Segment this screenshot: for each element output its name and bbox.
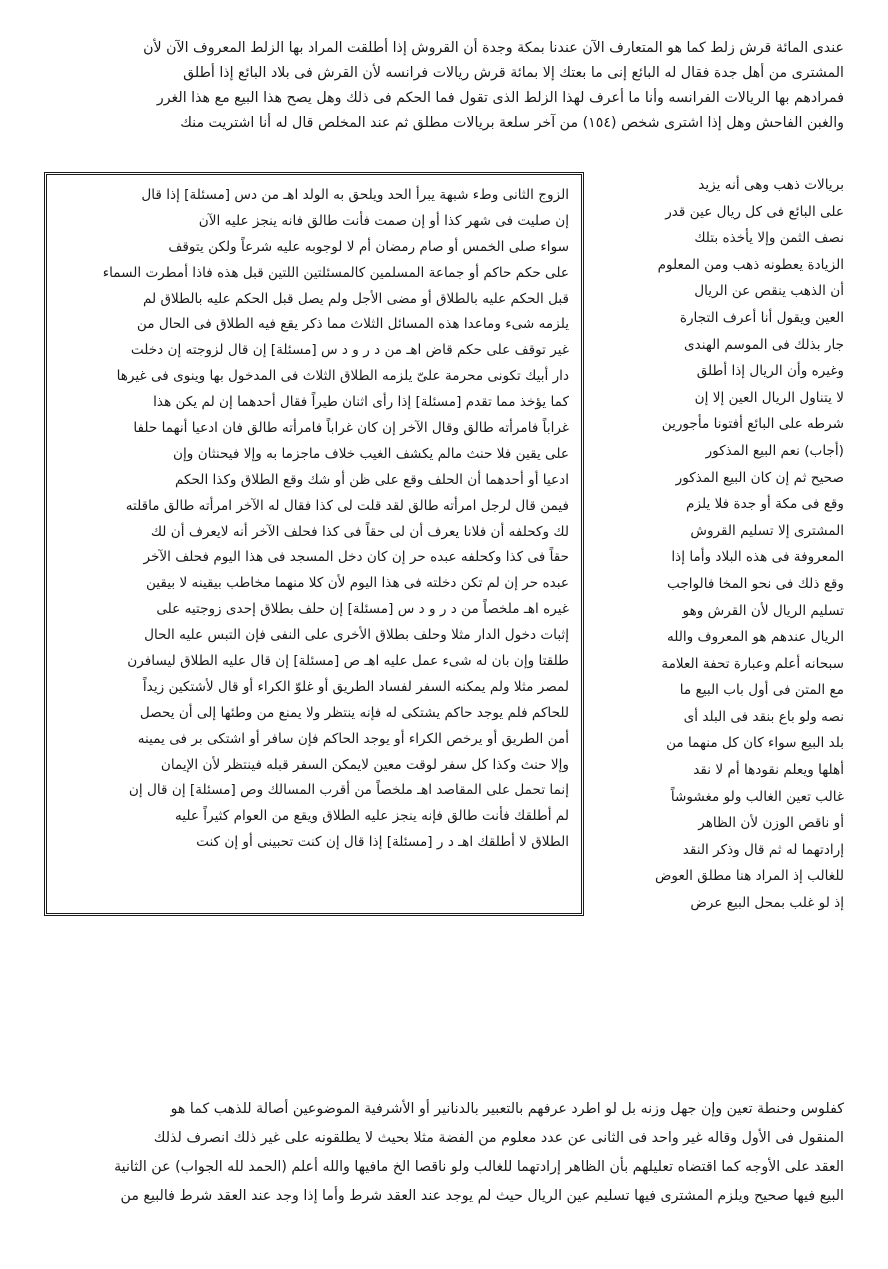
text-line: لمصر مثلا ولم يمكنه السفر لفساد الطريق أو غلوّ الكراء أو قال لأشتكين زيداً <box>142 678 569 695</box>
text-line: وقع فى مكة أو جدة فلا يلزم <box>686 496 844 513</box>
text-line: بلد البيع سواء كان كل منهما من <box>666 735 844 752</box>
text-line: بريالات ذهب وهى أنه يزيد <box>698 177 844 193</box>
text-line: أو ناقص الوزن لأن الظاهر <box>698 815 844 832</box>
text-line: إذ لو غلب بمحل البيع عرض <box>690 895 844 912</box>
text-line: عبده حر إن لم تكن دخلته فى هذا اليوم لأن كلا منهما مخاطب بيقينه لا بيقين <box>145 575 569 592</box>
text-line: كفلوس وحنطة تعين وإن جهل وزنه بل لو اطرد عرفهم بالتعبير بالدنانير أو الأشرفية الموضوعين أصالة للذهب كما هو <box>170 1101 844 1117</box>
text-line: جار بذلك فى الموسم الهندى <box>683 336 844 353</box>
text-line: لا يتناول الريال العين إلا إن <box>694 389 844 406</box>
text-line: فمرادهم بها الريالات الفرانسه وأنا ما أعرف لهذا الزلط الذى تقول فما الحكم فى ذلك وهل يصح هذا البيع مع هذا الغرر <box>156 90 844 106</box>
text-line: للحاكم فلم يوجد حاكم يشتكى له فإنه ينتظر ولا يمنع من وطئها إلى أن يحصل <box>139 704 569 721</box>
text-line: العين ويقول أنا أعرف التجارة <box>679 309 844 326</box>
text-line: أهلها ويعلم نقودها أم لا نقد <box>693 762 844 779</box>
bottom-text-block <box>44 1095 844 1211</box>
text-line: (أجاب) نعم البيع المذكور <box>705 442 844 459</box>
text-line: ادعيا أو أحدهما أن الحلف وقع على ظن أو شك وقع الطلاق وكذا الحكم <box>174 471 569 488</box>
text-line: أن الذهب ينقص عن الريال <box>694 283 844 300</box>
text-line: لك وكحلفه أن فلانا يعرف أن لى حقاً فى كذا فحلف الآخر أنه لايعرف أن لك <box>150 523 569 540</box>
text-line: غيره اهـ ملخصاً من د ر و د س [مسئلة] إن حلف بطلاق إحدى زوجتيه على <box>156 601 569 618</box>
text-line: عندى المائة قرش زلط كما هو المتعارف الآن عندنا بمكة وجدة أن القروش إذا أطلقت المراد بها الزلط المعروف الآن لأن <box>143 40 844 56</box>
text-line: المشترى إلا تسليم القروش <box>690 522 844 539</box>
text-line: المعروفة فى هذه البلاد وأما إذا <box>671 549 844 566</box>
text-line: نصف الثمن وإلا يأخذه بتلك <box>694 230 844 247</box>
text-line: على البائع فى كل ريال عين قدر <box>665 203 844 220</box>
text-line: الزيادة يعطونه ذهب ومن المعلوم <box>657 256 844 273</box>
text-line: نصه ولو باع بنقد فى البلد أى <box>683 708 844 725</box>
text-line: صحيح ثم إن كان البيع المذكور <box>675 469 844 486</box>
text-line: يلزمه شىء وماعدا هذه المسائل الثلاث مما ذكر يقع فيه الطلاق فى الحال من <box>136 316 569 333</box>
text-line: إرادتهما له ثم قال وذكر النقد <box>682 841 844 858</box>
text-line: فيمن قال لرجل امرأته طالق لقد قلت لى كذا فقال له الآخر امرأته طالق ماقلته <box>125 497 569 514</box>
text-line: وغيره وأن الريال إذا أطلق <box>696 363 844 380</box>
text-line: وقع ذلك فى نحو المخا فالواجب <box>667 575 844 592</box>
text-line: شرطه على البائع أفتونا مأجورين <box>661 416 844 433</box>
boxed-marginal-commentary <box>44 172 584 916</box>
text-line: للغالب إذ المراد هنا مطلق العوض <box>655 868 844 885</box>
text-line: إنما تحمل على المقاصد اهـ ملخصاً من أقرب المسالك وص [مسئلة] إن قال إن <box>128 782 569 799</box>
text-line: المنقول فى الأول وقاله غير واحد فى الثانى عن عدد معلوم من الفضة مثلا بحيث لا يطلقونه على غير ذلك انصرف لذلك <box>153 1130 844 1146</box>
side-column-main-text <box>602 172 844 917</box>
text-line: على حكم حاكم أو جماعة المسلمين كالمسئلتين اللتين قبل هذه فاذا أمطرت السماء <box>102 264 569 281</box>
text-line: حقاً فى كذا وكحلفه عبده حر إن كان دخل المسجد فى هذا اليوم فحلف الآخر <box>143 549 569 566</box>
text-line: لم أطلقك فأنت طالق فإنه ينجز عليه الطلاق ويقع من العوام كثيراً عليه <box>174 808 569 825</box>
text-line: المشترى من أهل جدة فقال له البائع إنى ما بعتك إلا بمائة قرش ريالات فرانسه لأن القرش فى بلاد البائع إذا أطلق <box>183 65 844 81</box>
text-line: إثبات دخول الدار مثلا وحلف بطلاق الأخرى على النفى فإن التبس عليه الحال <box>144 627 569 644</box>
text-line: البيع فيها صحيح ويلزم المشترى فيها تسليم عين الريال حيث لم يوجد عند العقد شرط وأما إذا وجد عند العقد شرط فالبيع من <box>120 1188 844 1204</box>
text-line: سواء صلى الخمس أو صام رمضان أم لا لوجوبه عليه شرعاً ولكن يتوقف <box>168 238 569 255</box>
text-line: الطلاق لا أطلقك اهـ د ر [مسئلة] إذا قال إن كنت تحبينى أو إن كنت <box>196 834 569 851</box>
text-line: وإلا حنث وكذا كل سفر لوقت معين لايمكن السفر قبله فينتظر لأن الإيمان <box>160 756 569 773</box>
text-line: العقد على الأوجه كما اقتضاه تعليلهم بأن الظاهر إرادتهما للغالب ولو ناقصا الخ مافيها والله أعلم (الحمد لله الجواب) عن الثانية <box>114 1159 844 1175</box>
text-line: مع المتن فى أول باب البيع ما <box>679 682 844 699</box>
text-line: غير توقف على حكم قاض اهـ من د ر و د س [مسئلة] إن قال لزوجته إن دخلت <box>130 342 569 359</box>
text-line: على يقين فلا حنث مالم يكشف الغيب خلاف ماجزما به وإلا فيحنثان وإن <box>173 445 569 462</box>
text-line: إن صليت فى شهر كذا أو إن صمت فأنت طالق فانه ينجز عليه الآن <box>198 212 569 229</box>
text-line: غالب تعين الغالب ولو مغشوشاً <box>670 788 844 805</box>
text-line: والغبن الفاحش وهل إذا اشترى شخص (١٥٤) من آخر سلعة بريالات مطلق ثم عند المخلص قال له أنا اشتريت منك <box>180 115 844 131</box>
text-line: الزوج الثانى وطء شبهة يبرأ الحد ويلحق به الولد اهـ من دس [مسئلة] إذا قال <box>141 187 569 203</box>
text-line: غراباً فامرأته طالق وقال الآخر إن كان غراباً فامرأته طالق فان ادعيا أنهما حلفا <box>133 420 569 437</box>
text-line: قبل الحكم عليه بالطلاق أو مضى الأجل ولم يصل قبل الحكم عليه بالطلاق لم <box>143 290 569 307</box>
text-line: الريال عندهم هو المعروف والله <box>666 629 844 646</box>
text-line: كما يؤخذ مما تقدم [مسئلة] إذا رأى اثنان طيراً فقال أحدهما إن لم يكن هذا <box>153 394 569 411</box>
text-line: تسليم الريال لأن القرش وهو <box>682 602 844 619</box>
text-line: طلقتا وإن بان له شىء عمل عليه اهـ ص [مسئلة] إن قال عليه الطلاق ليسافرن <box>127 653 569 670</box>
text-line: سبحانه أعلم وعبارة تحفة العلامة <box>661 655 844 672</box>
text-line: دار أبيك تكونى محرمة علىّ يلزمه الطلاق الثلاث فى المدخول بها وينوى فى غيرها <box>116 368 569 385</box>
top-text-block <box>44 36 844 136</box>
text-line: أمن الطريق أو يرخص الكراء أو يوجد الحاكم فإن سافر أو اشتكى بر فى يمينه <box>137 730 569 747</box>
